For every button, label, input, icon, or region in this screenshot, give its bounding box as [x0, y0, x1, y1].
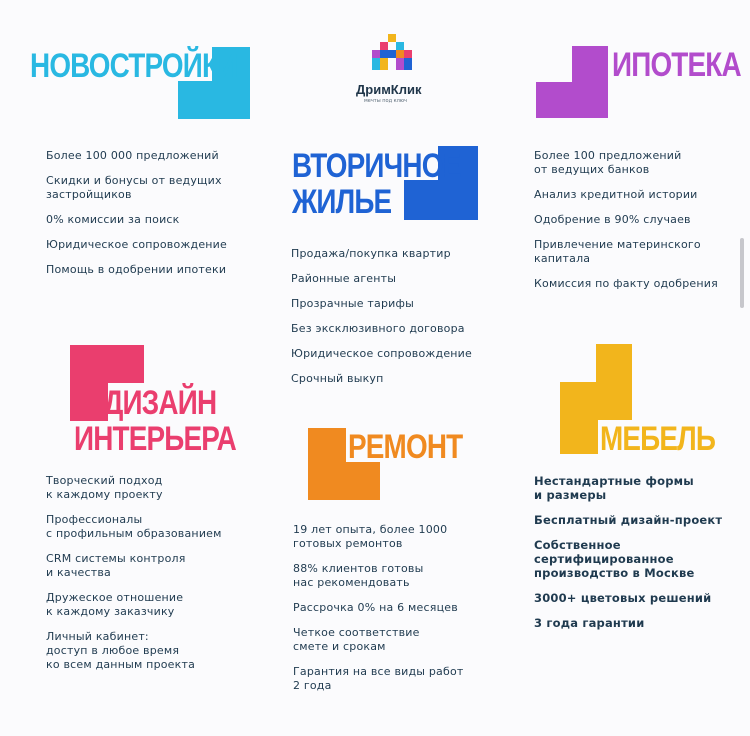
mebel-list [534, 474, 744, 641]
list-item: CRM системы контроля и качества [46, 552, 186, 579]
list-item: 3 года гарантии [534, 616, 645, 630]
list-item: Профессионалы с профильным образованием [46, 513, 222, 540]
list-item: Четкое соответствие смете и срокам [293, 626, 420, 653]
list-item: Более 100 предложений от ведущих банков [534, 149, 682, 176]
list-item: 0% комиссии за поиск [46, 213, 180, 226]
list-item: Бесплатный дизайн-проект [534, 513, 723, 527]
list-item: Нестандартные формы и размеры [534, 474, 694, 502]
list-item: Одобрение в 90% случаев [534, 213, 691, 226]
brand-tagline: мечты под ключ [364, 98, 408, 104]
list-item: Продажа/покупка квартир [291, 247, 451, 260]
dizain-title: ДИЗАЙН ИНТЕРЬЕРА [74, 384, 236, 458]
list-item: Юридическое сопровождение [291, 347, 472, 360]
list-item: Без эксклюзивного договора [291, 322, 465, 335]
scrollbar[interactable] [740, 238, 744, 308]
list-item: Личный кабинет: доступ в любое время ко всем данным проекта [46, 630, 196, 671]
list-item: Собственное сертифицированное производство в Москве [534, 538, 695, 580]
mebel-title: МЕБЕЛЬ [600, 420, 716, 458]
list-item: 3000+ цветовых решений [534, 591, 712, 605]
ipoteka-list [534, 149, 744, 302]
list-item: Анализ кредитной истории [534, 188, 698, 201]
dizain-list [46, 474, 276, 683]
list-item: Скидки и бонусы от ведущих застройщиков [46, 174, 222, 201]
list-item: 19 лет опыта, более 1000 готовых ремонтов [293, 523, 448, 550]
mebel-shape-top [596, 344, 632, 382]
list-item: 88% клиентов готовы нас рекомендовать [293, 562, 424, 589]
list-item: Юридическое сопровождение [46, 238, 227, 251]
list-item: Творческий подход к каждому проекту [46, 474, 163, 501]
ipoteka-shape-cutout [536, 46, 572, 82]
list-item: Срочный выкуп [291, 372, 384, 385]
remont-title: РЕМОНТ [348, 428, 463, 466]
list-item: Рассрочка 0% на 6 месяцев [293, 601, 458, 614]
novostroyki-list [46, 149, 276, 288]
list-item: Гарантия на все виды работ 2 года [293, 665, 464, 692]
list-item: Дружеское отношение к каждому заказчику [46, 591, 184, 618]
list-item: Районные агенты [291, 272, 397, 285]
list-item: Более 100 000 предложений [46, 149, 219, 162]
vtorichnoe-list [291, 247, 511, 397]
remont-list [293, 523, 513, 704]
ipoteka-title: ИПОТЕКА [612, 46, 741, 84]
list-item: Привлечение материнского капитала [534, 238, 701, 265]
brand-name: ДримКлик [356, 82, 422, 97]
vtorichnoe-title: ВТОРИЧНОЕ ЖИЛЬЕ [292, 147, 461, 221]
novostroyki-title: НОВОСТРОЙКИ [30, 47, 238, 85]
list-item: Прозрачные тарифы [291, 297, 414, 310]
list-item: Помощь в одобрении ипотеки [46, 263, 227, 276]
list-item: Комиссия по факту одобрения [534, 277, 718, 290]
